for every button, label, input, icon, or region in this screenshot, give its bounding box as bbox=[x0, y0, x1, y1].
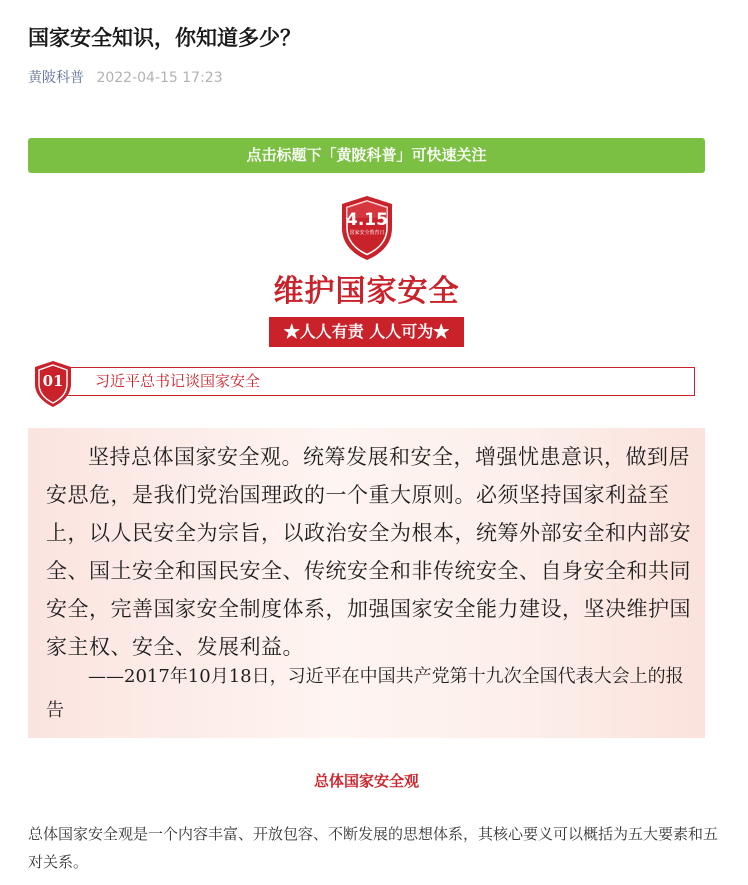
quote-source: ——2017年10月18日，习近平在中国共产党第十九次全国代表大会上的报告 bbox=[46, 666, 684, 721]
publish-time: 2022-04-15 17:23 bbox=[96, 70, 223, 86]
slogan-banner: ★人人有责 人人可为★ bbox=[269, 317, 464, 347]
quote-box bbox=[28, 428, 705, 738]
article-meta bbox=[28, 67, 223, 89]
body-paragraph: 总体国家安全观是一个内容丰富、开放包容、不断发展的思想体系，其核心要义可以概括为五大要素和五对关系。 bbox=[28, 825, 719, 871]
section-number: 01 bbox=[42, 372, 64, 390]
section-header bbox=[58, 367, 695, 396]
badge-subtitle: 国家安全教育日 bbox=[349, 230, 385, 236]
section-number-badge bbox=[33, 360, 73, 408]
headline: 维护国家安全 bbox=[273, 274, 460, 309]
author-link[interactable]: 黄陂科普 bbox=[28, 70, 84, 86]
article-title: 国家安全知识，你知道多少？ bbox=[28, 26, 301, 50]
section-subheading: 总体国家安全观 bbox=[313, 772, 419, 790]
section-label: 习近平总书记谈国家安全 bbox=[95, 372, 261, 390]
security-day-badge bbox=[339, 194, 395, 262]
quote-text: 坚持总体国家安全观。统筹发展和安全，增强忧患意识，做到居安思危，是我们党治国理政的一个重大原则。必须坚持国家利益至上，以人民安全为宗旨，以政治安全为根本，统筹外部安全和内部安全、国土安全和国民安全、传统安全和非传统安全、自身安全和共同安全，完善国家安全制度体系，加强国家安全能力建设，坚决维护国家主权、安全、发展利益。 bbox=[46, 445, 691, 659]
follow-banner[interactable]: 点击标题下「黄陂科普」可快速关注 bbox=[28, 138, 705, 173]
badge-number: 4.15 bbox=[346, 210, 388, 230]
